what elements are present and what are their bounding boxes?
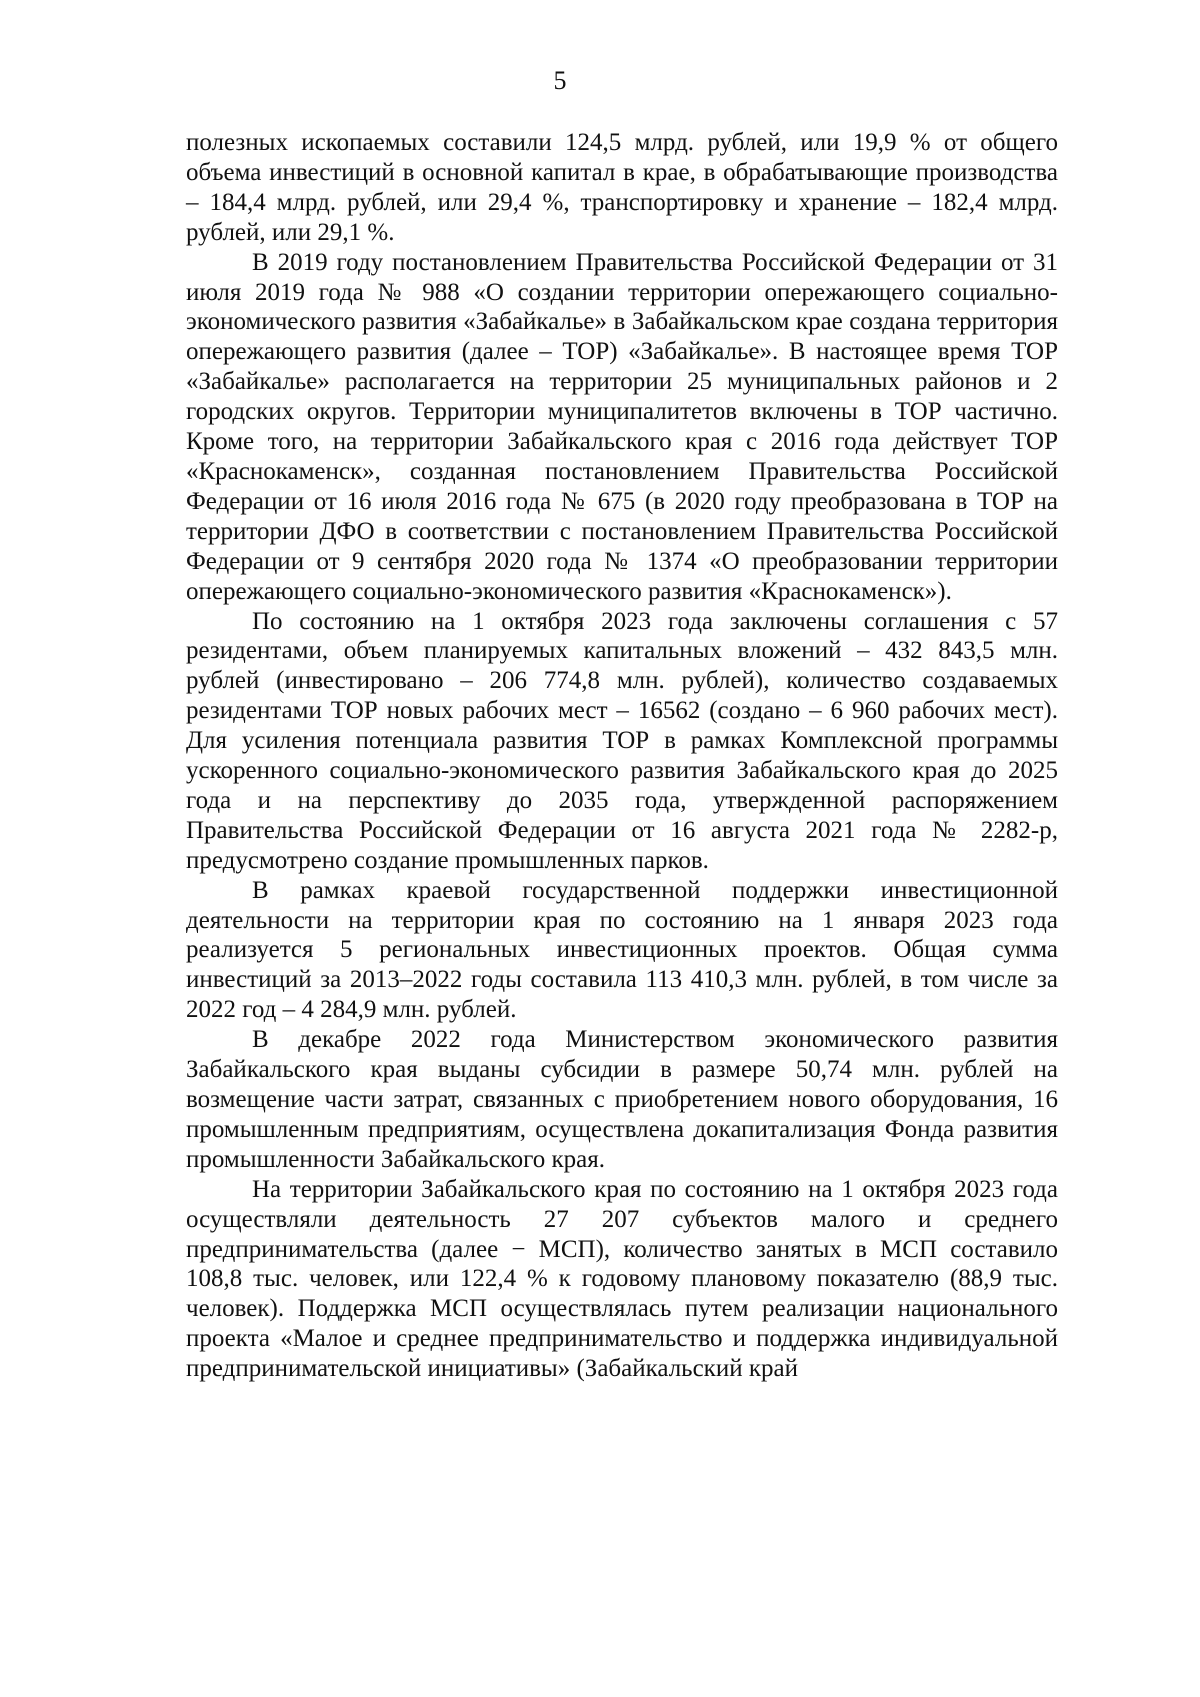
document-body bbox=[186, 128, 1058, 1384]
paragraph: В декабре 2022 года Министерством экономического развития Забайкальского края выданы субсидии в размере 50,74 млн. рублей на возмещение части затрат, связанных с приобретением нового оборудования, 16 промышленным предприятиям, осуществлена докапитализация Фонда развития промышленности Забайкальского края. bbox=[186, 1026, 1058, 1173]
paragraph: На территории Забайкальского края по состоянию на 1 октября 2023 года осуществляли деятельность 27 207 субъектов малого и среднего предпринимательства (далее − МСП), количество занятых в МСП составило 108,8 тыс. человек, или 122,4 % к годовому плановому показателю (88,9 тыс. человек). Поддержка МСП осуществлялась путем реализации национального проекта «Малое и среднее предпринимательство и поддержка индивидуальной предпринимательской инициативы» (Забайкальский край bbox=[186, 1175, 1058, 1383]
paragraph: В 2019 году постановлением Правительства Российской Федерации от 31 июля 2019 года № 988 «О создании территории опережающего социально-экономического развития «Забайкалье» в Забайкальском крае создана территория опережающего развития (далее – ТОР) «Забайкалье». В настоящее время ТОР «Забайкалье» располагается на территории 25 муниципальных районов и 2 городских округов. Территории муниципалитетов включены в ТОР частично. Кроме того, на территории Забайкальского края с 2016 года действует ТОР «Краснокаменск», созданная постановлением Правительства Российской Федерации от 16 июля 2016 года № 675 (в 2020 году преобразована в ТОР на территории ДФО в соответствии с постановлением Правительства Российской Федерации от 9 сентября 2020 года № 1374 «О преобразовании территории опережающего социально-экономического развития «Краснокаменск»). bbox=[186, 248, 1058, 605]
paragraph: В рамках краевой государственной поддержки инвестиционной деятельности на территории края по состоянию на 1 января 2023 года реализуется 5 региональных инвестиционных проектов. Общая сумма инвестиций за 2013–2022 годы составила 113 410,3 млн. рублей, в том числе за 2022 год – 4 284,9 млн. рублей. bbox=[186, 876, 1058, 1024]
paragraph: полезных ископаемых составили 124,5 млрд. рублей, или 19,9 % от общего объема инвестиций в основной капитал в крае, в обрабатывающие производства – 184,4 млрд. рублей, или 29,4 %, транспортировку и хранение – 182,4 млрд. рублей, или 29,1 %. bbox=[186, 129, 1058, 246]
paragraph: По состоянию на 1 октября 2023 года заключены соглашения с 57 резидентами, объем планируемых капитальных вложений – 432 843,5 млн. рублей (инвестировано – 206 774,8 млн. рублей), количество создаваемых резидентами ТОР новых рабочих мест – 16562 (создано – 6 960 рабочих мест). Для усиления потенциала развития ТОР в рамках Комплексной программы ускоренного социально-экономического развития Забайкальского края до 2025 года и на перспективу до 2035 года, утвержденной распоряжением Правительства Российской Федерации от 16 августа 2021 года № 2282-р, предусмотрено создание промышленных парков. bbox=[186, 607, 1058, 874]
page-number: 5 bbox=[553, 66, 567, 95]
